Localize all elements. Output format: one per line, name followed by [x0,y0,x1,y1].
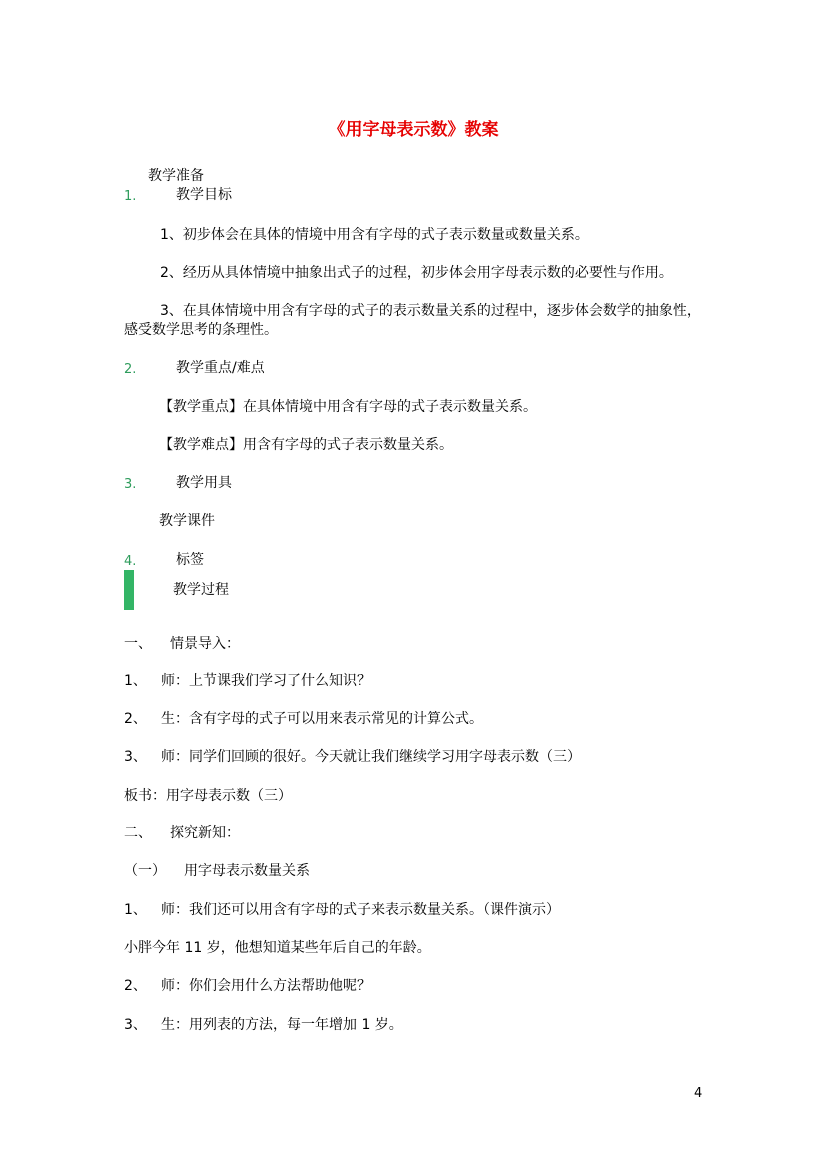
process-mark-6: 二、 [124,825,152,841]
section-label-goals: 教学目标 [176,187,232,203]
goal-3: 3、在具体情境中用含有字母的式子的表示数量关系的过程中，逐步体会数学的抽象性， [160,303,701,319]
process-mark-2: 1、 [124,673,147,689]
section-number-4: 4. [124,554,137,569]
key-point: 【教学重点】在具体情境中用含有字母的式子表示数量关系。 [159,399,537,415]
process-mark-7: （一） [124,863,166,879]
process-mark-10: 2、 [124,978,147,994]
difficulty-point: 【教学难点】用含有字母的式子表示数量关系。 [159,437,453,453]
process-line-11: 生：用列表的方法，每一年增加 1 岁。 [161,1017,403,1033]
process-mark-4: 3、 [124,749,147,765]
goal-2: 2、经历从具体情境中抽象出式子的过程，初步体会用字母表示数的必要性与作用。 [160,265,673,281]
section-number-1: 1. [124,189,137,204]
process-mark-1: 一、 [124,636,152,652]
section-number-2: 2. [124,362,137,377]
process-line-9: 小胖今年 11 岁，他想知道某些年后自己的年龄。 [124,940,431,956]
tools-text: 教学课件 [159,513,215,529]
process-mark-8: 1、 [124,902,147,918]
section-label-key-points: 教学重点/难点 [176,360,265,376]
section-label-tags: 标签 [176,552,204,568]
process-line-10: 师：你们会用什么方法帮助他呢？ [161,978,371,994]
goal-1: 1、初步体会在具体的情境中用含有字母的式子表示数量或数量关系。 [160,227,589,243]
goal-3-continued: 感受数学思考的条理性。 [124,322,278,338]
process-line-3: 生：含有字母的式子可以用来表示常见的计算公式。 [161,711,483,727]
process-mark-11: 3、 [124,1017,147,1033]
document-title: 《用字母表示数》教案 [328,120,499,140]
process-line-8: 师：我们还可以用含有字母的式子来表示数量关系。（课件演示） [161,902,560,918]
process-line-6: 探究新知： [170,825,240,841]
section-label-tools: 教学用具 [176,475,232,491]
page-number: 4 [694,1086,703,1101]
process-line-1: 情景导入： [170,636,240,652]
prep-heading: 教学准备 [148,168,204,184]
process-line-7: 用字母表示数量关系 [184,863,310,879]
section-number-3: 3. [124,477,137,492]
process-line-5: 板书：用字母表示数（三） [124,788,292,804]
process-line-2: 师：上节课我们学习了什么知识？ [161,673,371,689]
tag-bar [124,570,134,610]
process-line-4: 师：同学们回顾的很好。今天就让我们继续学习用字母表示数（三） [161,749,581,765]
process-mark-3: 2、 [124,711,147,727]
process-heading: 教学过程 [173,582,229,598]
